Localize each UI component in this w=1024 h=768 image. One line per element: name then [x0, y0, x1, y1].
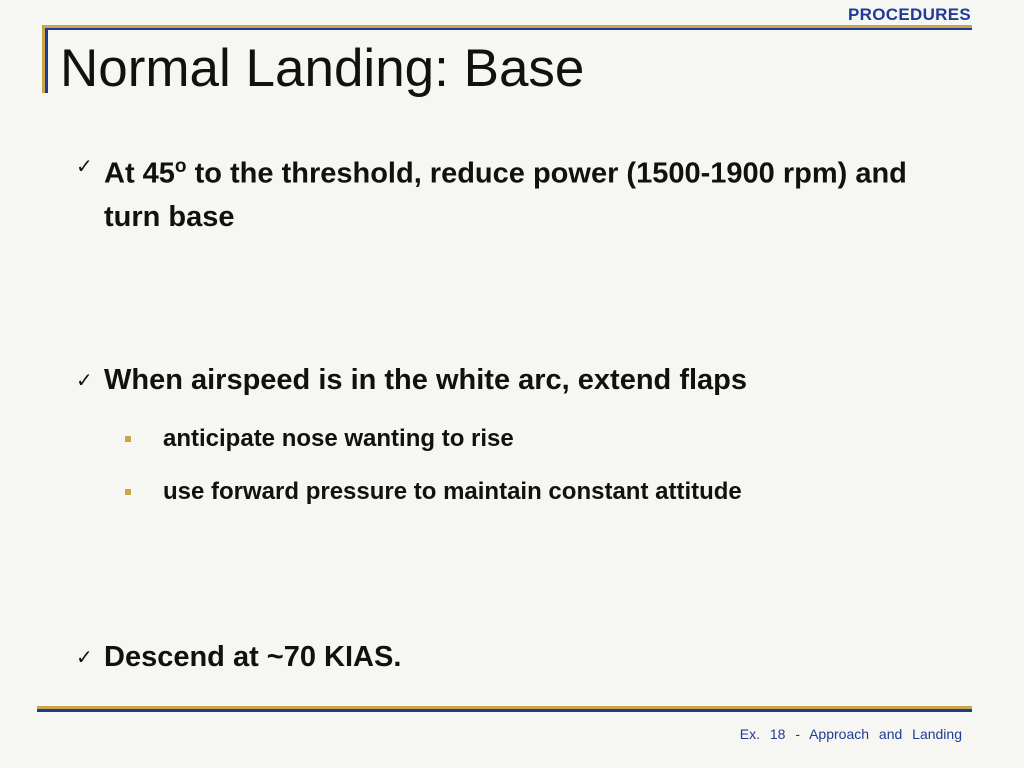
check-mark-icon: ✓ [76, 154, 93, 178]
sub-bullet-text: anticipate nose wanting to rise [163, 425, 514, 452]
slide-title: Normal Landing: Base [60, 39, 585, 98]
bullet-item [76, 359, 916, 402]
sub-bullet-item [125, 478, 925, 506]
bullet-text: At 45$^o$ to the threshold, reduce power (1500-1900 rpm) and turn base [104, 156, 907, 233]
top-divider-navy [42, 28, 972, 30]
footer-label: Ex. 18 - Approach and Landing [739, 726, 962, 742]
bullet-item [76, 145, 916, 239]
square-bullet-icon [125, 489, 131, 495]
square-bullet-icon [125, 436, 131, 442]
title-bracket-navy [45, 28, 48, 93]
section-label: PROCEDURES [848, 5, 971, 24]
sub-bullet-item [125, 425, 925, 453]
check-mark-icon: ✓ [76, 368, 93, 392]
bullet-item [76, 636, 916, 679]
bullet-text: When airspeed is in the white arc, extend flaps [104, 364, 747, 396]
bullet-text: Descend at ~70 KIAS. [104, 641, 402, 673]
bottom-divider-navy [37, 709, 972, 712]
check-mark-icon: ✓ [76, 645, 93, 669]
sub-bullet-text: use forward pressure to maintain constant attitude [163, 478, 742, 505]
degree-superscript: o [174, 156, 187, 177]
